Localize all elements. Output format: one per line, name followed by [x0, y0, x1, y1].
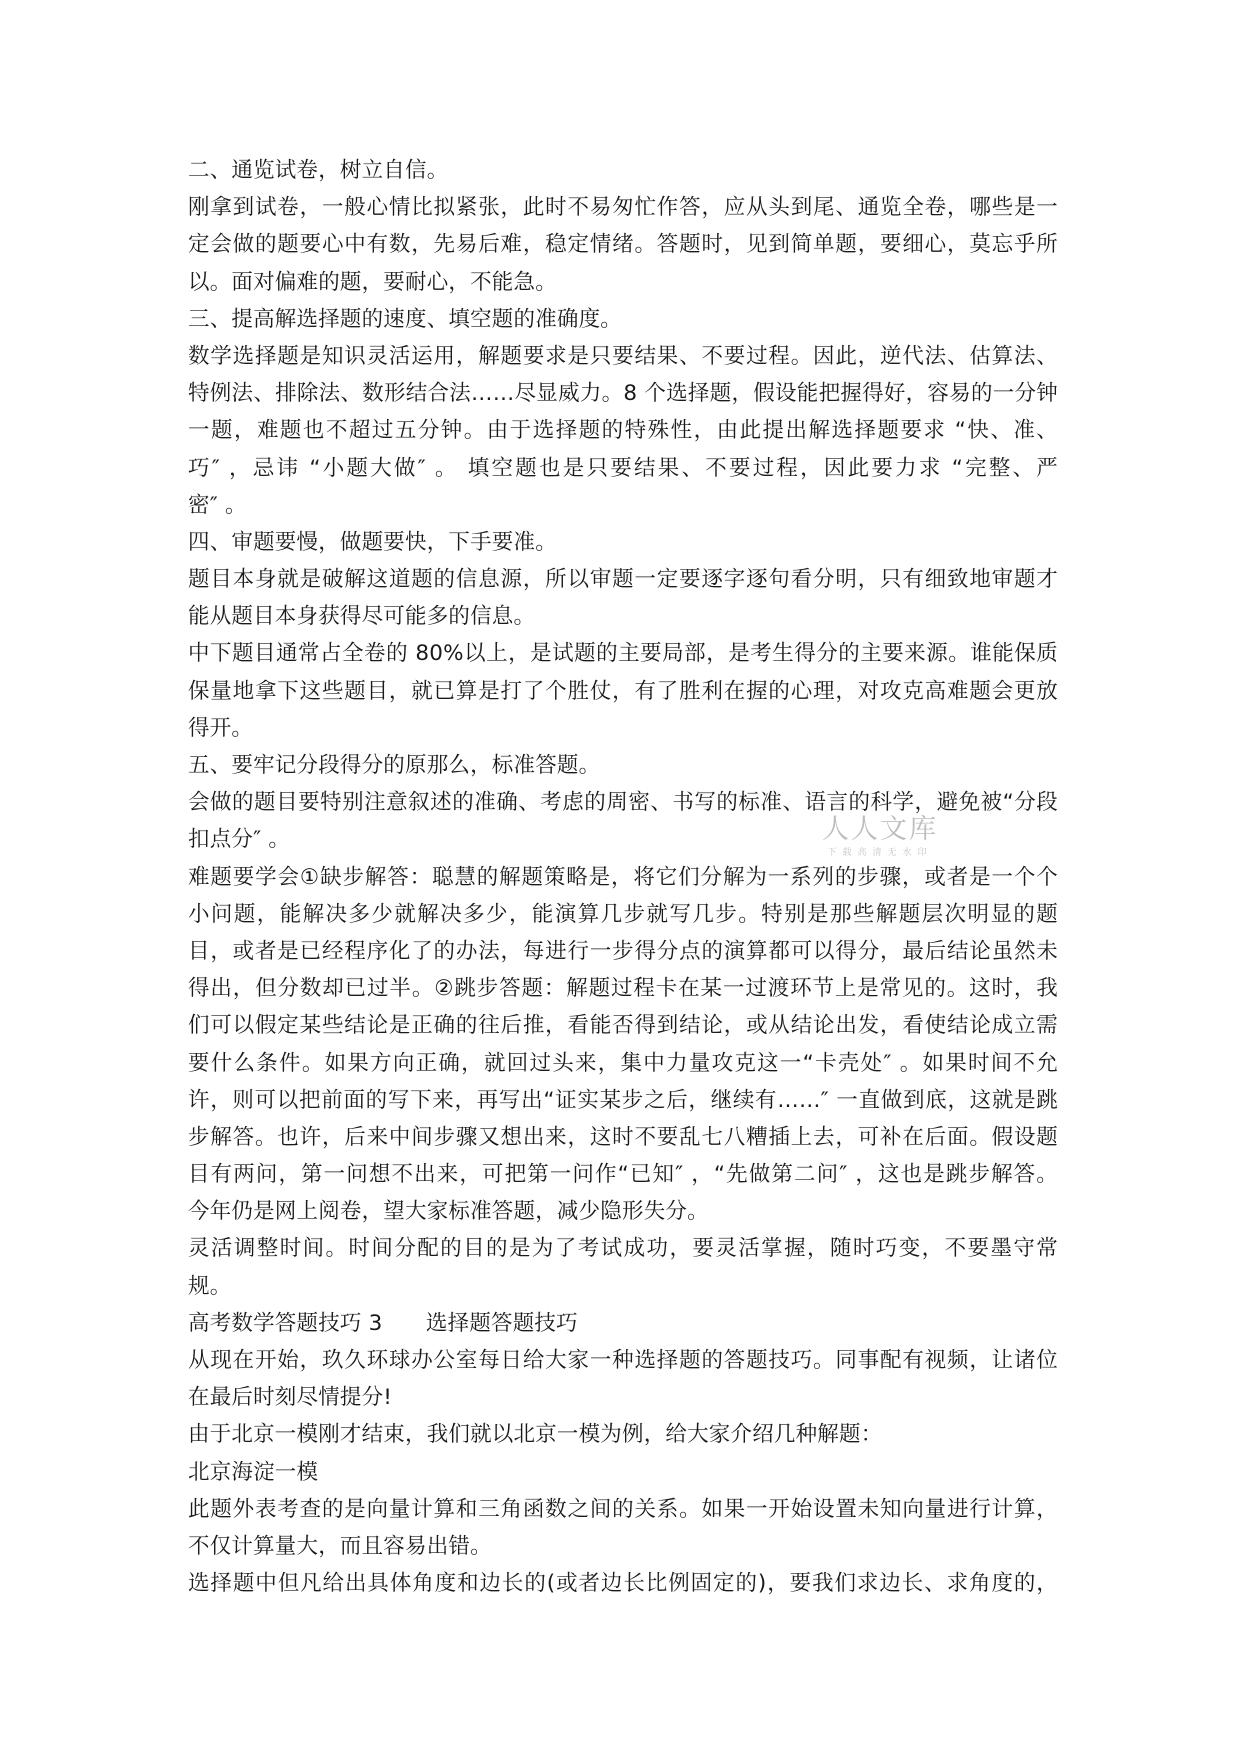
text-line: 高考数学答题技巧 3 选择题答题技巧	[188, 1310, 578, 1336]
text-line: 会做的题目要特别注意叙述的准确、考虑的周密、书写的标准、语言的科学，避免被“分段	[188, 790, 1058, 816]
text-line: 由于北京一模刚才结束，我们就以北京一模为例，给大家介绍几种解题：	[188, 1422, 883, 1448]
text-line: 北京海淀一模	[188, 1459, 319, 1485]
text-line: 四、审题要慢，做题要快，下手要准。	[188, 529, 557, 555]
text-line: 以。面对偏难的题，要耐心，不能急。	[188, 269, 557, 295]
text-line: 从现在开始，玖久环球办公室每日给大家一种选择题的答题技巧。同事配有视频，让诸位	[188, 1348, 1058, 1373]
text-line: 要什么条件。如果方向正确，就回过头来，集中力量攻克这一“卡壳处″ 。如果时间不允	[188, 1050, 1058, 1076]
text-line: 定会做的题要心中有数，先易后难，稳定情绪。答题时，见到简单题，要细心，莫忘乎所	[188, 232, 1058, 258]
text-line: 特例法、排除法、数形结合法……尽显威力。8 个选择题，假设能把握得好，容易的一分钟	[188, 381, 1058, 407]
text-line: 保量地拿下这些题目，就已算是打了个胜仗，有了胜利在握的心理，对攻克高难题会更放	[188, 678, 1058, 704]
text-line: 能从题目本身获得尽可能多的信息。	[188, 604, 536, 630]
text-line: 今年仍是网上阅卷，望大家标准答题，减少隐形失分。	[188, 1199, 709, 1225]
text-line: 密″ 。	[188, 492, 247, 518]
text-line: 得开。	[188, 715, 254, 741]
text-line: 二、通览试卷，树立自信。	[188, 158, 449, 183]
text-line: 在最后时刻尽情提分!	[188, 1385, 393, 1411]
watermark-subtitle: 下载高清无水印	[827, 848, 933, 858]
text-line: 们可以假定某些结论是正确的往后推，看能否得到结论，或从结论出发，看使结论成立需	[188, 1013, 1058, 1039]
text-line: 三、提高解选择题的速度、填空题的准确度。	[188, 306, 623, 332]
text-line: 五、要牢记分段得分的原那么，标准答题。	[188, 753, 601, 778]
text-line: 此题外表考查的是向量计算和三角函数之间的关系。如果一开始设置未知向量进行计算，	[188, 1496, 1058, 1522]
text-line: 扣点分″ 。	[188, 827, 291, 853]
text-line: 许，则可以把前面的写下来，再写出“证实某步之后，继续有……″ 一直做到底，这就是跳	[188, 1087, 1058, 1113]
text-line: 步解答。也许，后来中间步骤又想出来，这时不要乱七八糟插上去，可补在后面。假设题	[188, 1124, 1058, 1150]
text-line: 刚拿到试卷，一般心情比拟紧张，此时不易匆忙作答，应从头到尾、通览全卷，哪些是一	[188, 195, 1058, 221]
text-line: 选择题中但凡给出具体角度和边长的(或者边长比例固定的)，要我们求边长、求角度的，	[188, 1571, 1058, 1597]
text-line: 巧″ ，忌讳 “小题大做″ 。 填空题也是只要结果、不要过程，因此要力求 “完整、严	[188, 455, 1058, 481]
document-body	[188, 152, 1058, 1602]
text-line: 难题要学会①缺步解答：聪慧的解题策略是，将它们分解为一系列的步骤，或者是一个个	[188, 864, 1058, 890]
text-line: 不仅计算量大，而且容易出错。	[188, 1533, 492, 1559]
text-line: 目有两问，第一问想不出来，可把第一问作“已知″ ，“先做第二问″ ，这也是跳步解答。	[188, 1162, 1058, 1188]
text-line: 目，或者是已经程序化了的办法，每进行一步得分点的演算都可以得分，最后结论虽然未	[188, 938, 1058, 964]
text-line: 灵活调整时间。时间分配的目的是为了考试成功，要灵活掌握，随时巧变，不要墨守常	[188, 1236, 1058, 1262]
text-line: 一题，难题也不超过五分钟。由于选择题的特殊性，由此提出解选择题要求 “快、准、	[188, 418, 1058, 444]
text-line: 数学选择题是知识灵活运用，解题要求是只要结果、不要过程。因此，逆代法、估算法、	[188, 343, 1058, 369]
text-line: 小问题，能解决多少就解决多少，能演算几步就写几步。特别是那些解题层次明显的题	[188, 901, 1058, 927]
text-line: 得出，但分数却已过半。②跳步答题：解题过程卡在某一过渡环节上是常见的。这时，我	[188, 976, 1058, 1002]
text-line: 题目本身就是破解这道题的信息源，所以审题一定要逐字逐句看分明，只有细致地审题才	[188, 567, 1058, 593]
text-line: 中下题目通常占全卷的 80%以上，是试题的主要局部，是考生得分的主要来源。谁能保质	[188, 641, 1058, 667]
text-line: 规。	[188, 1273, 232, 1299]
watermark-title: 人人文库	[822, 814, 938, 845]
